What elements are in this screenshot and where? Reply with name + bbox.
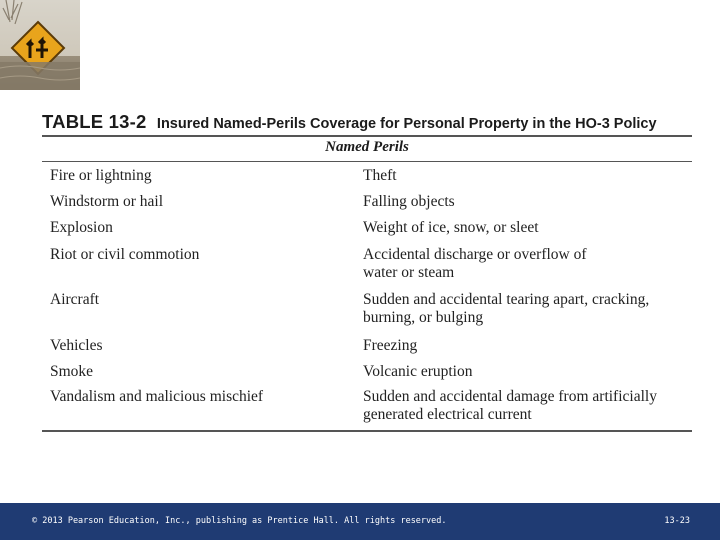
peril-left-4: Riot or civil commotion xyxy=(50,246,200,263)
table-top-rule xyxy=(42,135,692,137)
peril-left-1: Fire or lightning xyxy=(50,167,152,184)
peril-left-3: Explosion xyxy=(50,219,113,236)
table-caption xyxy=(42,111,702,133)
peril-right-4: Accidental discharge or overflow of water or steam xyxy=(363,246,587,281)
peril-right-8: Sudden and accidental damage from artificially generated electrical current xyxy=(363,388,657,423)
table-bottom-rule xyxy=(42,430,692,432)
table-header-rule xyxy=(42,161,692,162)
peril-left-8: Vandalism and malicious mischief xyxy=(50,388,264,405)
peril-left-2: Windstorm or hail xyxy=(50,193,164,210)
peril-left-5: Aircraft xyxy=(50,291,100,308)
slide-number: 13-23 xyxy=(664,516,690,526)
peril-right-2: Falling objects xyxy=(363,193,455,210)
peril-left-6: Vehicles xyxy=(50,337,103,354)
table-number: TABLE 13-2 xyxy=(42,111,147,132)
flood-sign-photo xyxy=(0,0,80,90)
peril-right-7: Volcanic eruption xyxy=(363,363,473,380)
column-header: Named Perils xyxy=(325,139,409,155)
peril-left-7: Smoke xyxy=(50,363,94,380)
peril-right-5: Sudden and accidental tearing apart, cracking, burning, or bulging xyxy=(363,291,650,326)
copyright-notice: © 2013 Pearson Education, Inc., publishing as Prentice Hall. All rights reserved. xyxy=(32,516,447,526)
table-title: Insured Named-Perils Coverage for Personal Property in the HO-3 Policy xyxy=(156,116,657,132)
peril-right-6: Freezing xyxy=(363,337,418,354)
peril-right-3: Weight of ice, snow, or sleet xyxy=(363,219,539,236)
peril-right-1: Theft xyxy=(363,167,397,184)
